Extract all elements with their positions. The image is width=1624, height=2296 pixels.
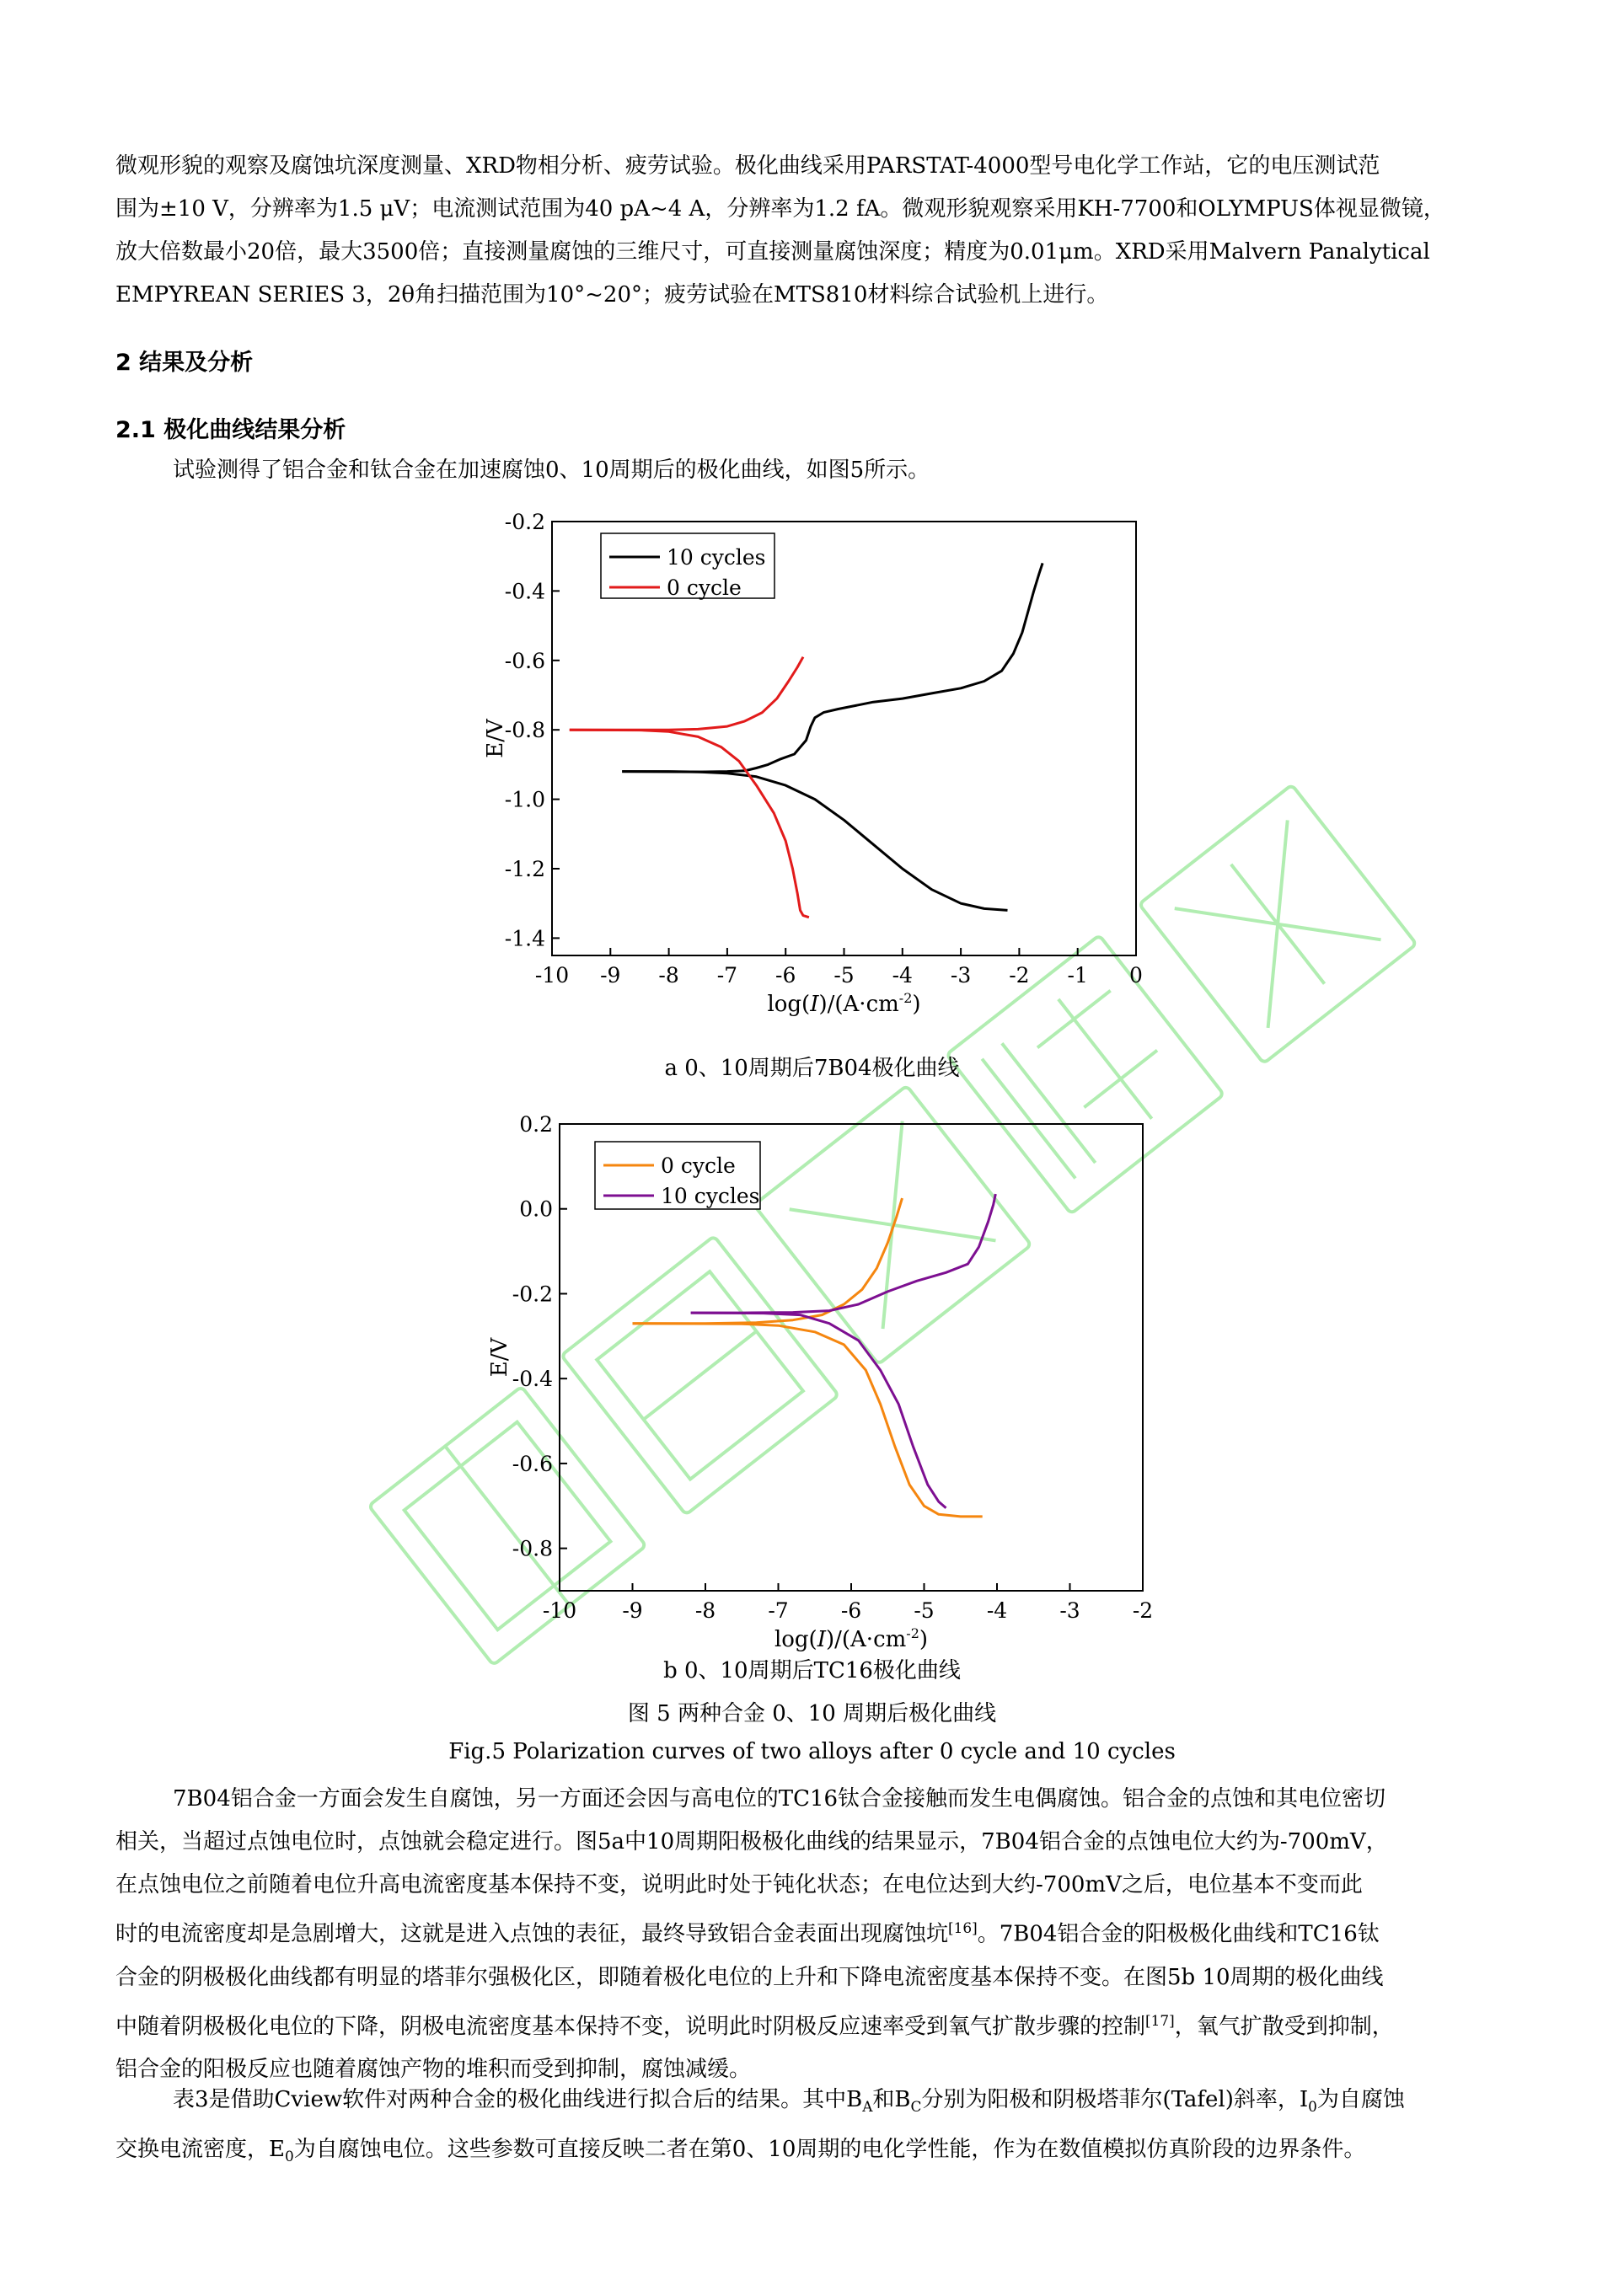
x-tick-label: 0 bbox=[1129, 963, 1143, 987]
y-tick-label: -0.2 bbox=[512, 1282, 553, 1307]
x-tick-label: -9 bbox=[600, 963, 621, 987]
discussion-line-6-text: 中随着阴极极化电位的下降，阴极电流密度基本保持不变，说明此时阴极反应速率受到氧气扩散步骤的控制 bbox=[115, 2014, 1146, 2040]
caption-chart-a: a 0、10周期后7B04极化曲线 bbox=[664, 1056, 960, 1081]
legend-label: 0 cycle bbox=[667, 575, 742, 600]
discussion-line-6 bbox=[115, 1999, 1519, 2049]
discussion-line-6-tail: ，氧气扩散受到抑制， bbox=[1174, 2014, 1394, 2040]
x-tick-label: -3 bbox=[950, 963, 972, 987]
discussion-line-4-tail: 。7B04铝合金的阳极极化曲线和TC16钛 bbox=[977, 1921, 1380, 1947]
subscript-0-current: 0 bbox=[1308, 2098, 1317, 2116]
x-tick-label: -4 bbox=[986, 1598, 1008, 1623]
figure-caption-cn: 图 5 两种合金 0、10 周期后极化曲线 bbox=[627, 1701, 997, 1726]
y-tick-label: -0.6 bbox=[504, 648, 545, 673]
intro-line-3: 放大倍数最小20倍，最大3500倍；直接测量腐蚀的三维尺寸，可直接测量腐蚀深度；精度为0.01μm。XRD采用Malvern Panalytical bbox=[115, 239, 1430, 265]
table-text-d: 为自腐蚀 bbox=[1316, 2087, 1405, 2112]
discussion-paragraph bbox=[115, 1778, 1519, 2091]
discussion-line-1: 7B04铝合金一方面会发生自腐蚀，另一方面还会因与高电位的TC16钛合金接触而发生电偶腐蚀。铝合金的点蚀和其电位密切 bbox=[173, 1786, 1386, 1812]
x-tick-label: -2 bbox=[1009, 963, 1030, 987]
subscript-0-potential: 0 bbox=[284, 2148, 294, 2165]
table-text-c: 分别为阳极和阴极塔菲尔(Tafel)斜率，I bbox=[921, 2087, 1309, 2112]
y-tick-label: -0.2 bbox=[504, 510, 545, 534]
y-tick-label: -0.6 bbox=[512, 1451, 553, 1476]
series-line bbox=[691, 1194, 996, 1313]
y-tick-label: -0.4 bbox=[504, 579, 545, 604]
discussion-line-7: 铝合金的阳极反应也随着腐蚀产物的堆积而受到抑制，腐蚀减缓。 bbox=[115, 2057, 752, 2083]
citation-17: [17] bbox=[1145, 2011, 1175, 2029]
x-tick-label: -3 bbox=[1059, 1598, 1080, 1623]
y-tick-label: -0.8 bbox=[512, 1536, 553, 1561]
y-tick-label: 0.2 bbox=[519, 1112, 553, 1137]
x-tick-label: -8 bbox=[658, 963, 679, 987]
x-tick-label: -2 bbox=[1132, 1598, 1154, 1623]
table-text-f: 为自腐蚀电位。这些参数可直接反映二者在第0、10周期的电化学性能，作为在数值模拟仿真阶段的边界条件。 bbox=[293, 2137, 1366, 2163]
caption-chart-b: b 0、10周期后TC16极化曲线 bbox=[663, 1658, 961, 1683]
x-tick-label: -10 bbox=[542, 1598, 577, 1623]
x-tick-label: -7 bbox=[716, 963, 738, 987]
table-intro-line-1 bbox=[115, 2079, 1519, 2128]
y-tick-label: -0.4 bbox=[512, 1367, 553, 1392]
discussion-line-4 bbox=[115, 1907, 1519, 1956]
x-tick-label: -1 bbox=[1067, 963, 1088, 987]
x-tick-label: -6 bbox=[775, 963, 796, 987]
intro-line-2: 围为±10 V，分辨率为1.5 μV；电流测试范围为40 pA~4 A，分辨率为1.2 fA。微观形貌观察采用KH-7700和OLYMPUS体视显微镜， bbox=[115, 196, 1445, 222]
discussion-line-3: 在点蚀电位之前随着电位升高电流密度基本保持不变，说明此时处于钝化状态；在电位达到大约-700mV之后，电位基本不变而此 bbox=[115, 1872, 1363, 1897]
x-tick-label: -8 bbox=[694, 1598, 716, 1623]
series-line bbox=[633, 1198, 903, 1324]
x-tick-label: -5 bbox=[833, 963, 855, 987]
table-intro-paragraph bbox=[115, 2079, 1519, 2178]
x-tick-label: -5 bbox=[914, 1598, 935, 1623]
x-tick-label: -9 bbox=[622, 1598, 643, 1623]
x-axis-label: $\log(I)/(A\cdot cm^{-2})$ bbox=[774, 1625, 929, 1652]
x-axis-label: $\log(I)/(A\cdot cm^{-2})$ bbox=[767, 990, 921, 1017]
x-tick-label: -7 bbox=[768, 1598, 789, 1623]
subscript-c: C bbox=[910, 2098, 922, 2116]
discussion-line-5: 合金的阴极极化曲线都有明显的塔菲尔强极化区，即随着极化电位的上升和下降电流密度基本保持不变。在图5b 10周期的极化曲线 bbox=[115, 1964, 1384, 1990]
y-tick-label: 0.0 bbox=[519, 1196, 553, 1222]
table-intro-line-2 bbox=[115, 2128, 1519, 2178]
y-axis-label: E/V bbox=[483, 719, 508, 758]
x-tick-label: -4 bbox=[892, 963, 913, 987]
table-text-a: 表3是借助Cview软件对两种合金的极化曲线进行拟合后的结果。其中B bbox=[173, 2087, 863, 2112]
legend-label: 0 cycle bbox=[661, 1153, 736, 1178]
y-tick-label: -0.8 bbox=[504, 718, 545, 743]
citation-16: [16] bbox=[948, 1919, 978, 1936]
figure-intro-paragraph: 试验测得了铝合金和钛合金在加速腐蚀0、10周期后的极化曲线，如图5所示。 bbox=[173, 458, 930, 483]
legend-label: 10 cycles bbox=[667, 545, 766, 570]
legend-label: 10 cycles bbox=[661, 1184, 760, 1208]
intro-line-1: 微观形貌的观察及腐蚀坑深度测量、XRD物相分析、疲劳试验。极化曲线采用PARSTAT-4000型号电化学工作站，它的电压测试范 bbox=[115, 153, 1380, 179]
x-tick-label: -6 bbox=[840, 1598, 862, 1623]
discussion-line-4-text: 时的电流密度却是急剧增大，这就是进入点蚀的表征，最终导致铝合金表面出现腐蚀坑 bbox=[115, 1921, 949, 1947]
y-tick-label: -1.0 bbox=[504, 787, 545, 812]
y-tick-label: -1.4 bbox=[504, 926, 545, 951]
section-heading-polarization: 2.1 极化曲线结果分析 bbox=[115, 417, 346, 443]
section-heading-results: 2 结果及分析 bbox=[115, 350, 254, 376]
discussion-line-2: 相关，当超过点蚀电位时，点蚀就会稳定进行。图5a中10周期阳极极化曲线的结果显示，7B04铝合金的点蚀电位大约为-700mV， bbox=[115, 1829, 1388, 1854]
intro-line-4: EMPYREAN SERIES 3，2θ角扫描范围为10°~20°；疲劳试验在MTS810材料综合试验机上进行。 bbox=[115, 282, 1109, 308]
table-text-e: 交换电流密度，E bbox=[115, 2137, 285, 2163]
figure-caption-en: Fig.5 Polarization curves of two alloys after 0 cycle and 10 cycles bbox=[448, 1739, 1176, 1764]
y-axis-label: E/V bbox=[487, 1337, 512, 1378]
table-text-b: 和B bbox=[872, 2087, 911, 2112]
y-tick-label: -1.2 bbox=[504, 857, 545, 881]
x-tick-label: -10 bbox=[534, 963, 570, 987]
subscript-a: A bbox=[862, 2098, 873, 2116]
